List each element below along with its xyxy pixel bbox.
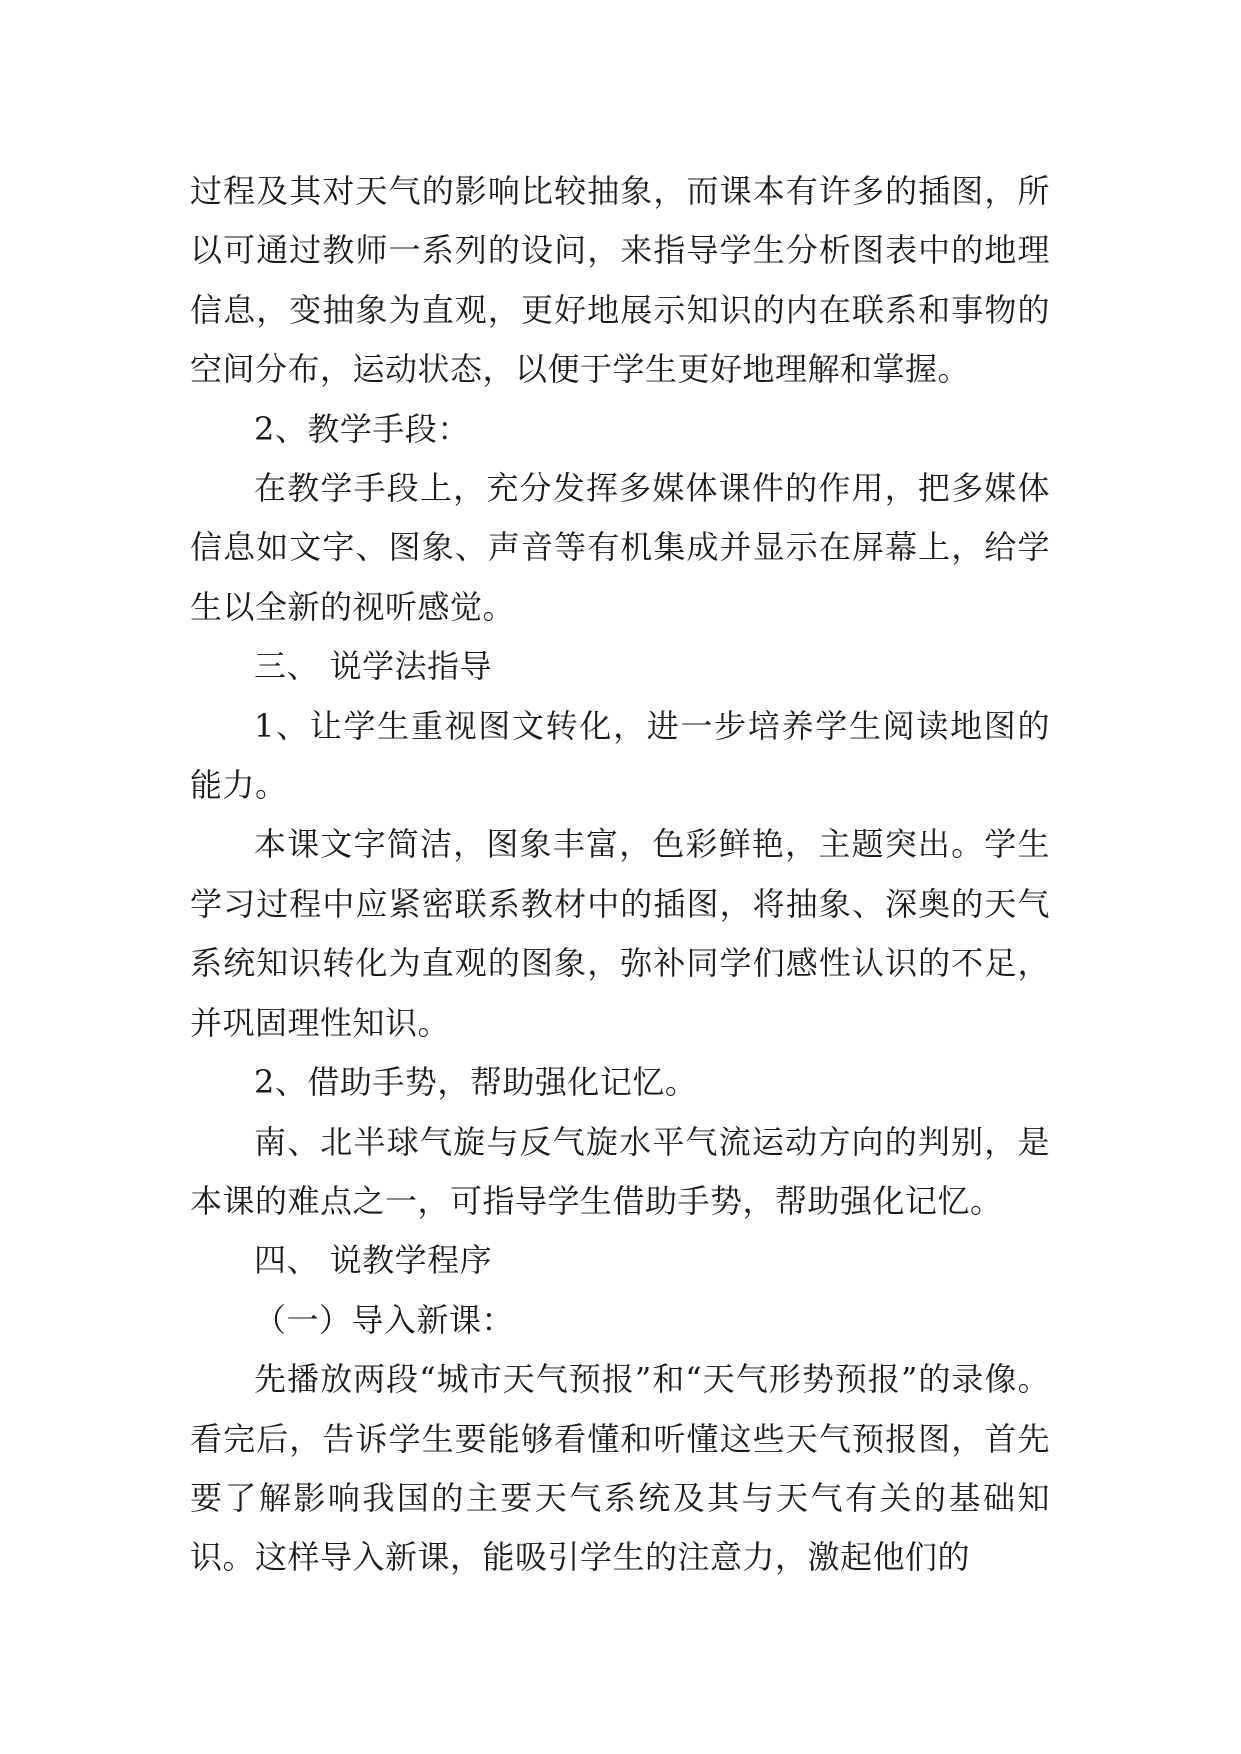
paragraph-cyclone-gesture: 南、北半球气旋与反气旋水平气流运动方向的判别，是本课的难点之一，可指导学生借助手势，帮助强化记忆。 bbox=[190, 1122, 1050, 1220]
paragraph-weather-forecast-video: 先播放两段“城市天气预报”和“天气形势预报”的录像。看完后，告诉学生要能够看懂和听懂这些天气预报图，首先要了解影响我国的主要天气系统及其与天气有关的基础知识。这样导入新课，能吸引学生的注意力，激起他们的 bbox=[190, 1360, 1050, 1577]
heading-teaching-procedure: 四、 说教学程序 bbox=[254, 1241, 493, 1280]
heading-teaching-means: 2、教学手段： bbox=[254, 409, 470, 448]
paragraph-map-reading: 1、让学生重视图文转化，进一步培养学生阅读地图的能力。 bbox=[190, 706, 1050, 805]
paragraph-teaching-method-continued: 过程及其对天气的影响比较抽象，而课本有许多的插图，所以可通过教师一系列的设问，来指导学生分析图表中的地理信息，变抽象为直观，更好地展示知识的内在联系和事物的空间分布，运动状态，以便于学生更好地理解和掌握。 bbox=[190, 172, 1050, 389]
paragraph-multimedia: 在教学手段上，充分发挥多媒体课件的作用，把多媒体信息如文字、图象、声音等有机集成并显示在屏幕上，给学生以全新的视听感觉。 bbox=[190, 469, 1050, 626]
heading-gesture-memory: 2、借助手势，帮助强化记忆。 bbox=[254, 1063, 698, 1102]
heading-study-method-guidance: 三、 说学法指导 bbox=[254, 647, 493, 686]
paragraph-textbook-illustrations: 本课文字简洁，图象丰富，色彩鲜艳，主题突出。学生学习过程中应紧密联系教材中的插图，将抽象、深奥的天气系统知识转化为直观的图象，弥补同学们感性认识的不足，并巩固理性知识。 bbox=[190, 825, 1050, 1042]
document-page bbox=[190, 162, 1050, 1588]
heading-lesson-introduction: （一）导入新课： bbox=[254, 1300, 515, 1339]
